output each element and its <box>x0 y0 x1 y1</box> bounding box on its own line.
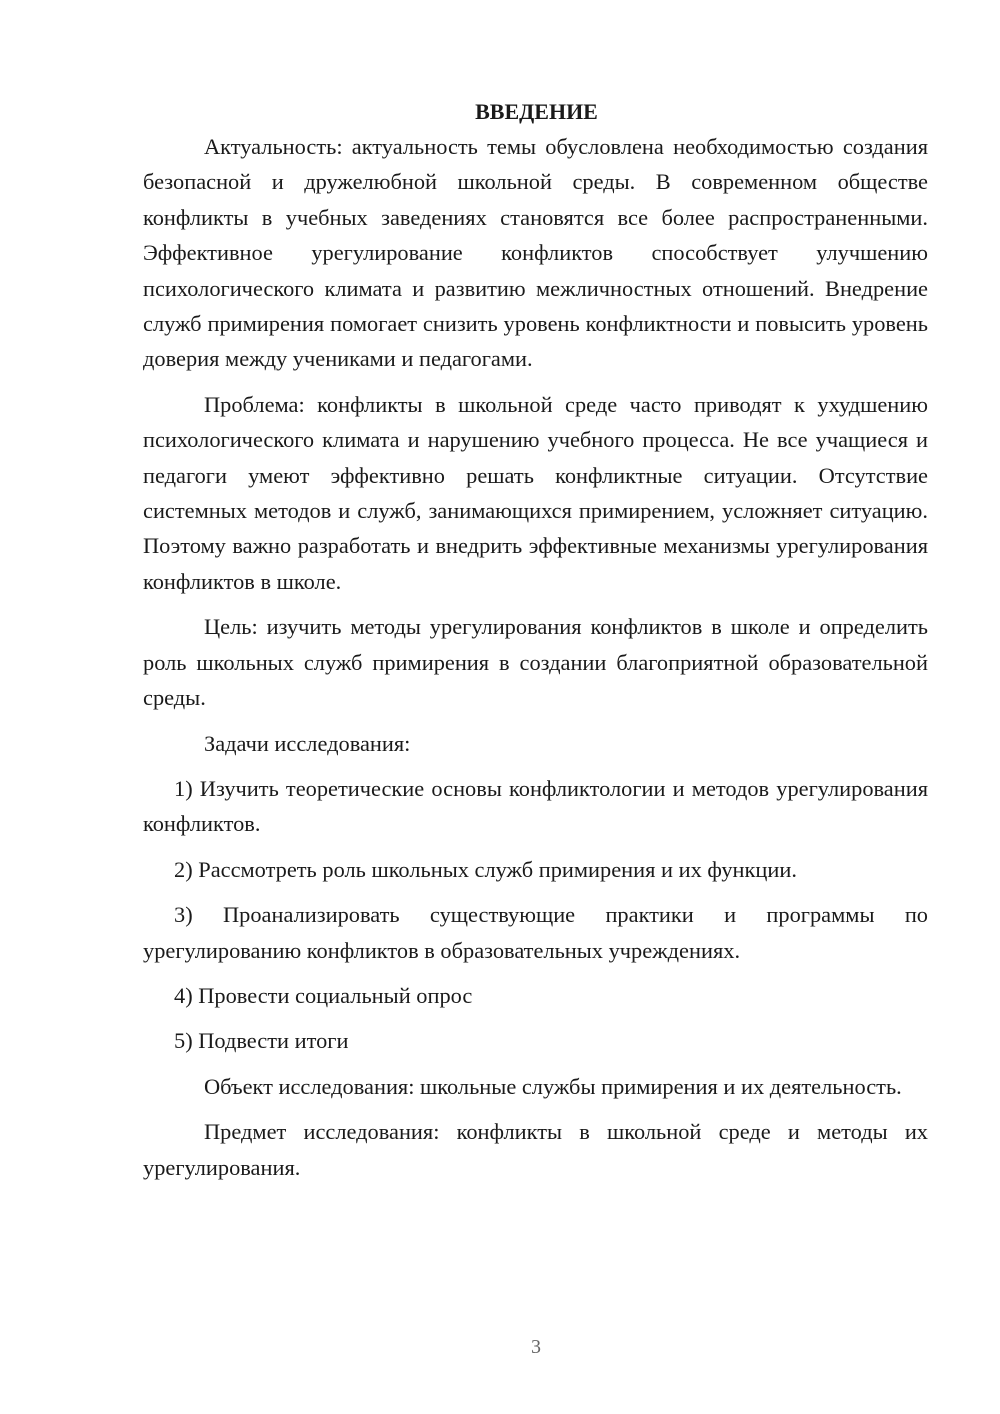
task-item-5: 5) Подвести итоги <box>174 1028 349 1054</box>
paragraph-subject: Предмет исследования: конфликты в школьной среде и методы их урегулирования. <box>143 1119 928 1180</box>
page-number: 3 <box>531 1336 541 1358</box>
paragraph-goal: Цель: изучить методы урегулирования конфликтов в школе и определить роль школьных служб примирения в создании благоприятной образовательной среды. <box>143 614 928 711</box>
paragraph-problem: Проблема: конфликты в школьной среде часто приводят к ухудшению психологического климата и нарушению учебного процесса. Не все учащиеся и педагоги умеют эффективно решать конфликтные ситуации. Отсутствие системных методов и служб, занимающихся примирением, усложняет ситуацию. Поэтому важно разработать и внедрить эффективные механизмы урегулирования конфликтов в школе. <box>143 391 928 594</box>
task-item-1: 1) Изучить теоретические основы конфликтологии и методов урегулирования конфликтов. <box>143 775 928 837</box>
task-item-4: 4) Провести социальный опрос <box>174 982 473 1008</box>
paragraph-object: Объект исследования: школьные службы примирения и их деятельность. <box>204 1073 902 1099</box>
paragraph-relevance: Актуальность: актуальность темы обусловлена необходимостью создания безопасной и дружелюбной школьной среды. В современном обществе конфликты в учебных заведениях становятся все более распространенными. Эффективное урегулирование конфликтов способствует улучшению психологического климата и развитию межличностных отношений. Внедрение служб примирения помогает снизить уровень конфликтности и повысить уровень доверия между учениками и педагогами. <box>143 134 928 372</box>
page-content <box>143 94 928 1185</box>
page-title: ВВЕДЕНИЕ <box>475 99 598 124</box>
task-item-3: 3) Проанализировать существующие практики и программы по урегулированию конфликтов в образовательных учреждениях. <box>143 902 928 963</box>
tasks-heading: Задачи исследования: <box>204 730 411 756</box>
task-item-2: 2) Рассмотреть роль школьных служб примирения и их функции. <box>174 856 797 882</box>
